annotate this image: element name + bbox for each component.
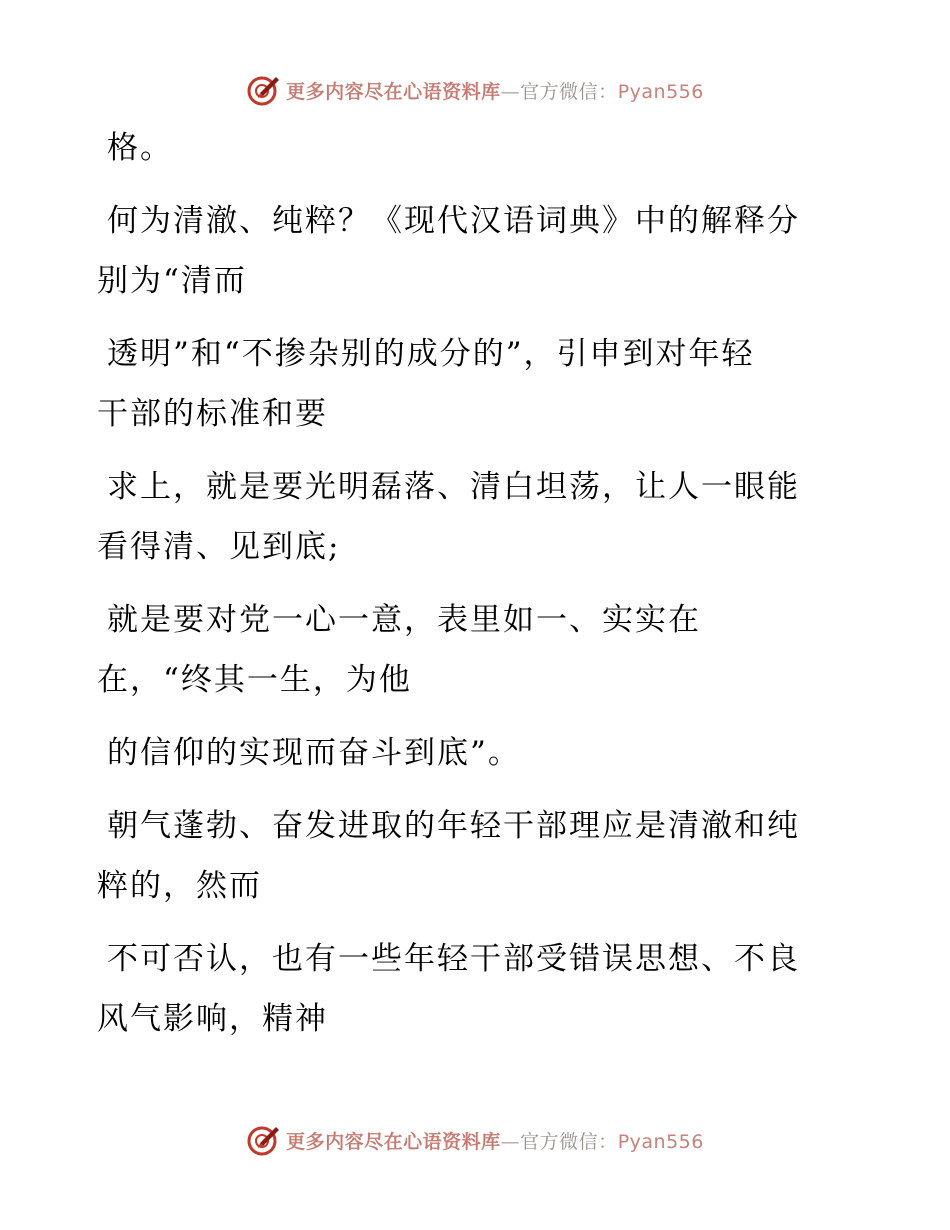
paragraph <box>97 457 837 577</box>
paragraph <box>97 796 837 916</box>
watermark-text <box>286 77 704 104</box>
text-line: 在，“终其一生，为他 <box>97 662 412 698</box>
watermark-wechat-id: Pyan556 <box>617 1130 704 1153</box>
pen-logo-icon <box>246 73 280 107</box>
paragraph <box>97 191 837 311</box>
watermark-wechat-id: Pyan556 <box>617 80 704 103</box>
header-watermark <box>0 70 950 110</box>
watermark-brand: 更多内容尽在心语资料库 <box>286 1130 501 1153</box>
text-line: 看得清、见到底; <box>97 529 341 565</box>
watermark-wechat-label: 官方微信： <box>520 80 618 103</box>
pen-logo-icon <box>246 1123 280 1157</box>
text-line: 风气影响，精神 <box>97 1001 328 1037</box>
paragraph <box>97 590 837 710</box>
paragraph <box>97 723 837 783</box>
watermark-group <box>246 1123 704 1157</box>
text-line: 不可否认，也有一些年轻干部受错误思想、不良 <box>107 941 800 977</box>
text-line: 透明”和“不掺杂别的成分的”，引申到对年轻 <box>107 336 755 372</box>
watermark-group <box>246 73 704 107</box>
text-line: 的信仰的实现而奋斗到底”。 <box>107 735 521 771</box>
watermark-wechat-label: 官方微信： <box>520 1130 618 1153</box>
text-line: 干部的标准和要 <box>97 396 328 432</box>
watermark-brand: 更多内容尽在心语资料库 <box>286 80 501 103</box>
document-body <box>97 118 837 1049</box>
text-line: 别为“清而 <box>97 263 247 299</box>
paragraph <box>97 929 837 1049</box>
text-line: 求上，就是要光明磊落、清白坦荡，让人一眼能 <box>107 469 800 505</box>
text-line: 就是要对党一心一意，表里如一、实实在 <box>107 602 701 638</box>
text-line: 何为清澈、纯粹？《现代汉语词典》中的解释分 <box>107 203 800 239</box>
footer-watermark <box>0 1120 950 1160</box>
watermark-separator: — <box>500 80 521 103</box>
paragraph <box>97 118 837 178</box>
watermark-separator: — <box>500 1130 521 1153</box>
paragraph <box>97 324 837 444</box>
text-line: 格。 <box>107 130 173 166</box>
text-line: 粹的，然而 <box>97 868 262 904</box>
watermark-text <box>286 1127 704 1154</box>
text-line: 朝气蓬勃、奋发进取的年轻干部理应是清澈和纯 <box>107 808 800 844</box>
